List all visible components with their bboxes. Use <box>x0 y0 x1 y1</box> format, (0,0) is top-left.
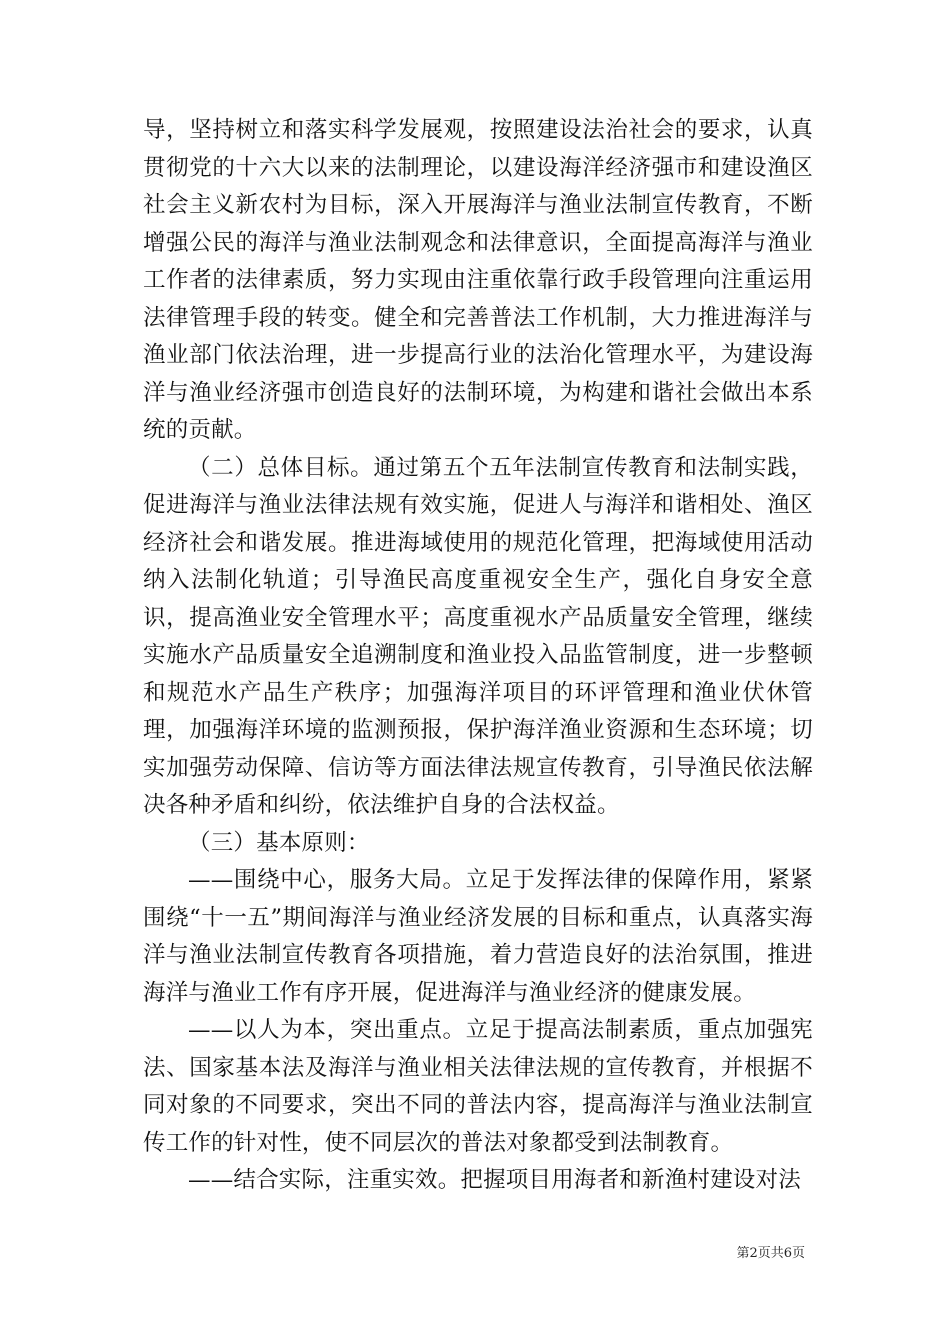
paragraph-basic-principles-heading: （三）基本原则： <box>188 829 370 856</box>
paragraph-overall-goal: （二）总体目标。通过第五个五年法制宣传教育和法制实践，促进海洋与渔业法律法规有效实施，促进人与海洋和谐相处、渔区经济社会和谐发展。推进海域使用的规范化管理，把海域使用活动纳入法制化轨道；引导渔民高度重视安全生产，强化自身安全意识，提高渔业安全管理水平；高度重视水产品质量安全管理，继续实施水产品质量安全追溯制度和渔业投入品监管制度，进一步整顿和规范水产品生产秩序；加强海洋项目的环评管理和渔业伏休管理，加强海洋环境的监测预报，保护海洋渔业资源和生态环境；切实加强劳动保障、信访等方面法律法规宣传教育，引导渔民依法解决各种矛盾和纠纷，依法维护自身的合法权益。 <box>143 454 813 818</box>
page-number-footer: 第2页共6页 <box>736 1246 805 1261</box>
paragraph-principle-practice: ——结合实际，注重实效。把握项目用海者和新渔村建设对法 <box>188 1167 801 1193</box>
document-body <box>143 112 813 1200</box>
paragraph-principle-center: ——围绕中心，服务大局。立足于发挥法律的保障作用，紧紧围绕“十一五”期间海洋与渔业经济发展的目标和重点，认真落实海洋与渔业法制宣传教育各项措施，着力营造良好的法治氛围，推进海洋与渔业工作有序开展，促进海洋与渔业经济的健康发展。 <box>143 867 813 1006</box>
paragraph-guiding-ideology: 导，坚持树立和落实科学发展观，按照建设法治社会的要求，认真贯彻党的十六大以来的法制理论，以建设海洋经济强市和建设渔区社会主义新农村为目标，深入开展海洋与渔业法制宣传教育，不断增强公民的海洋与渔业法制观念和法律意识，全面提高海洋与渔业工作者的法律素质，努力实现由注重依靠行政手段管理向注重运用法律管理手段的转变。健全和完善普法工作机制，大力推进海洋与渔业部门依法治理，进一步提高行业的法治化管理水平，为建设海洋与渔业经济强市创造良好的法制环境，为构建和谐社会做出本系统的贡献。 <box>143 117 813 443</box>
paragraph-principle-people: ——以人为本，突出重点。立足于提高法制素质，重点加强宪法、国家基本法及海洋与渔业相关法律法规的宣传教育，并根据不同对象的不同要求，突出不同的普法内容，提高海洋与渔业法制宣传工作的针对性，使不同层次的普法对象都受到法制教育。 <box>143 1017 813 1156</box>
